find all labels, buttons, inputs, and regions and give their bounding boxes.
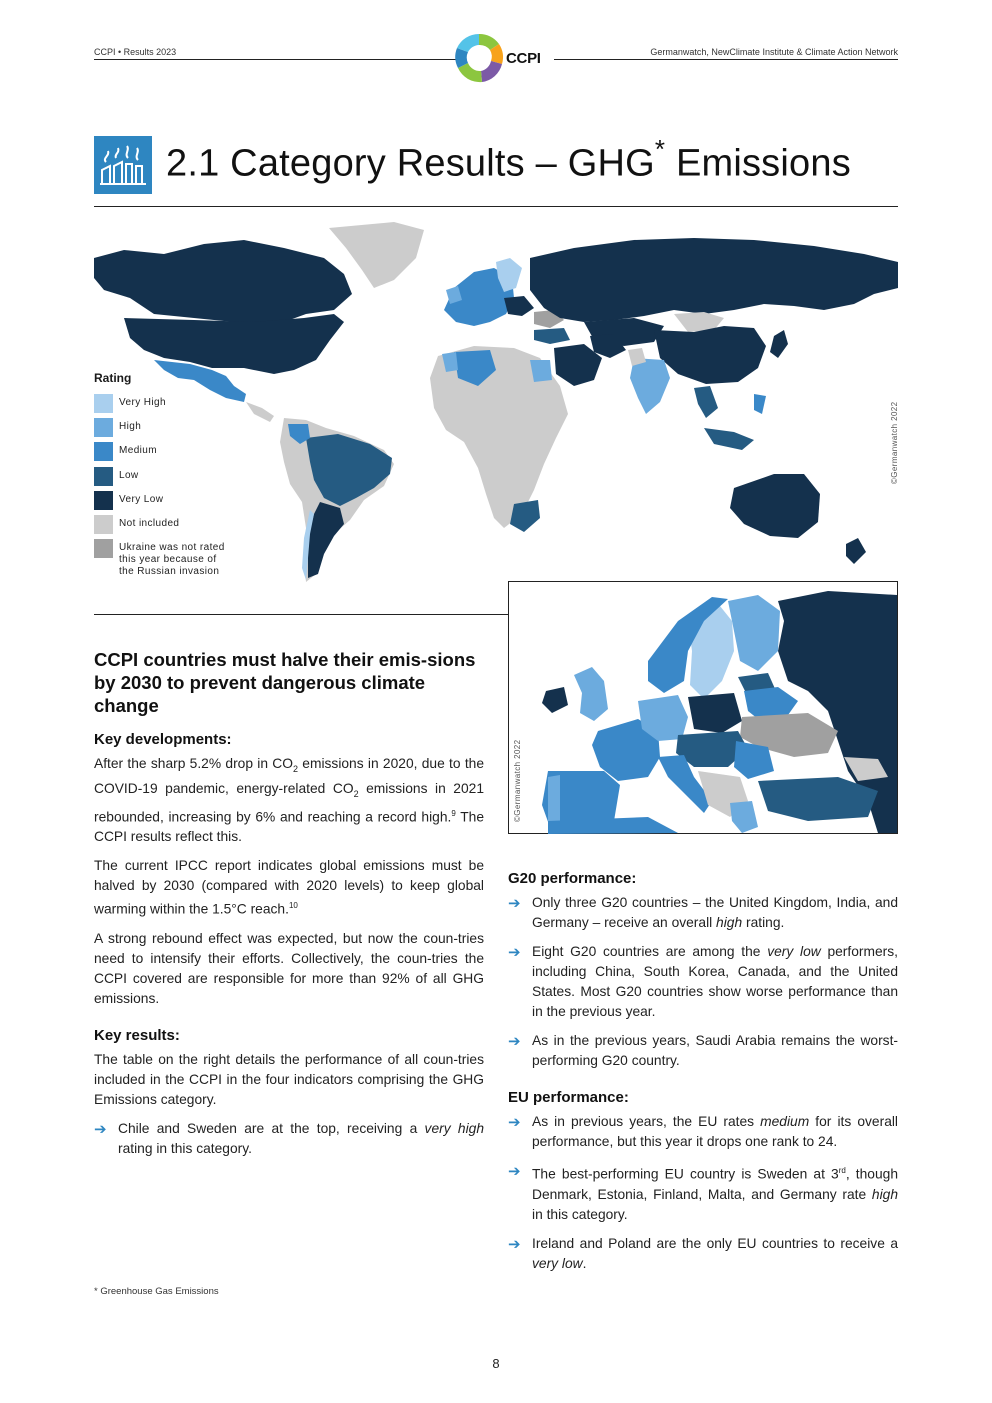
japan bbox=[770, 330, 788, 358]
south-africa bbox=[510, 500, 540, 532]
legend-swatch bbox=[94, 394, 113, 413]
legend-label: Very Low bbox=[119, 494, 164, 505]
bullet-ireland-poland: ➔ Ireland and Poland are the only EU countries to receive a very low. bbox=[508, 1235, 898, 1271]
legend-label: Medium bbox=[119, 445, 157, 456]
page-title bbox=[166, 134, 851, 186]
legend-label: Low bbox=[119, 470, 139, 481]
paragraph-table: The table on the right details the performance of all coun-tries included in the CCPI in the four indicators comprising the GHG Emissions category. bbox=[94, 1051, 484, 1107]
legend-label: Not included bbox=[119, 518, 180, 529]
paragraph-co2: After the sharp 5.2% drop in $CO_2$ emissions in 2020, due to the COVID-19 pandemic, energy-related $CO_2$ emissions in 2021 rebounded, increasing by 6% and reaching a record high.$^9$ The CCPI results reflect this. bbox=[94, 756, 484, 845]
eu-heading: EU performance: bbox=[508, 1089, 629, 1106]
bullet-eu-medium: ➔ As in previous years, the EU rates medium for its overall performance, but this year it drops one rank to 24. bbox=[508, 1114, 898, 1149]
central-america bbox=[246, 402, 274, 422]
legend-label: Very High bbox=[119, 397, 166, 408]
arrow-right-icon: ➔ bbox=[508, 944, 521, 961]
philippines bbox=[754, 394, 766, 414]
legend-title: Rating bbox=[94, 371, 132, 385]
indonesia bbox=[704, 428, 754, 450]
section-rule bbox=[94, 614, 508, 615]
arrow-right-icon: ➔ bbox=[508, 1114, 521, 1131]
title-asterisk: * bbox=[654, 134, 666, 164]
legend-swatch bbox=[94, 515, 113, 534]
left-column bbox=[94, 648, 484, 1159]
arrow-right-icon: ➔ bbox=[94, 1120, 107, 1138]
china bbox=[654, 326, 766, 384]
page-number: 8 bbox=[492, 1356, 500, 1371]
india bbox=[630, 358, 670, 414]
australia bbox=[730, 474, 820, 538]
new-zealand bbox=[846, 538, 866, 564]
se-asia bbox=[694, 386, 718, 418]
arrow-right-icon: ➔ bbox=[508, 1235, 521, 1253]
bullet-g20-high: ➔ Only three G20 countries – the United Kingdom, India, and Germany – receive an overall high rating. bbox=[508, 895, 898, 930]
ccpi-logo-icon bbox=[452, 30, 506, 86]
arrow-right-icon: ➔ bbox=[508, 1163, 521, 1180]
header-rule-right bbox=[554, 59, 898, 60]
legend-label: Ukraine was not rated this year because of the Russian invasion bbox=[119, 542, 225, 577]
key-results-heading: Key results: bbox=[94, 1026, 180, 1044]
arrow-right-icon: ➔ bbox=[508, 1033, 521, 1050]
bullet-chile-sweden: ➔ Chile and Sweden are at the top, receiving a very high rating in this category. bbox=[94, 1120, 484, 1156]
usa bbox=[124, 314, 344, 374]
legend-swatch bbox=[94, 491, 113, 510]
footnote: * Greenhouse Gas Emissions bbox=[94, 1286, 219, 1297]
header-left-text: CCPI • Results 2023 bbox=[94, 47, 177, 57]
bullet-saudi-arabia: ➔ As in the previous years, Saudi Arabia remains the worst-performing G20 country. bbox=[508, 1033, 898, 1068]
header-right-text: Germanwatch, NewClimate Institute & Climate Action Network bbox=[650, 47, 898, 57]
canada bbox=[94, 240, 352, 322]
emissions-factory-icon bbox=[94, 136, 152, 194]
bullet-g20-very-low: ➔ Eight G20 countries are among the very low performers, including China, South Korea, Canada, and the United States. Most G20 countries show worse performance than in the previous year. bbox=[508, 944, 898, 1019]
title-main: 2.1 Category Results – GHG bbox=[166, 142, 655, 185]
legend-swatch bbox=[94, 467, 113, 486]
legend-swatch bbox=[94, 418, 113, 437]
logo-text: CCPI bbox=[506, 50, 541, 67]
section-heading: CCPI countries must halve their emis-sions by 2030 to prevent dangerous climate change bbox=[94, 649, 476, 716]
europe-inset-map bbox=[508, 581, 898, 834]
legend-label: High bbox=[119, 421, 142, 432]
europe-copyright: ©Germanwatch 2022 bbox=[513, 739, 522, 822]
paragraph-ipcc: The current IPCC report indicates global emissions must be halved by 2030 (compared with 2020 levels) to keep global warming within the 1.5°C reach.$^{10}$ bbox=[94, 858, 484, 917]
bullet-sweden-best: ➔ The best-performing EU country is Sweden at 3rd, though Denmark, Estonia, Finland, Malta, and Germany rate high in this category. bbox=[508, 1163, 898, 1222]
map-copyright: ©Germanwatch 2022 bbox=[890, 401, 899, 484]
paragraph-rebound: A strong rebound effect was expected, but now the coun-tries need to intensify their efforts. Collectively, the coun-tries the CCPI covered are responsible for more than 92% of all GHG emissions. bbox=[94, 930, 484, 1006]
header-rule-left bbox=[94, 59, 456, 60]
g20-heading: G20 performance: bbox=[508, 870, 637, 887]
title-rule bbox=[94, 206, 898, 207]
key-developments-heading: Key developments: bbox=[94, 731, 232, 748]
arrow-right-icon: ➔ bbox=[508, 895, 521, 912]
legend-swatch bbox=[94, 442, 113, 461]
russia bbox=[530, 238, 898, 322]
title-suffix: Emissions bbox=[665, 142, 851, 185]
right-column bbox=[508, 870, 898, 1274]
poland bbox=[504, 296, 534, 316]
turkey bbox=[534, 328, 570, 344]
legend-swatch bbox=[94, 539, 113, 558]
